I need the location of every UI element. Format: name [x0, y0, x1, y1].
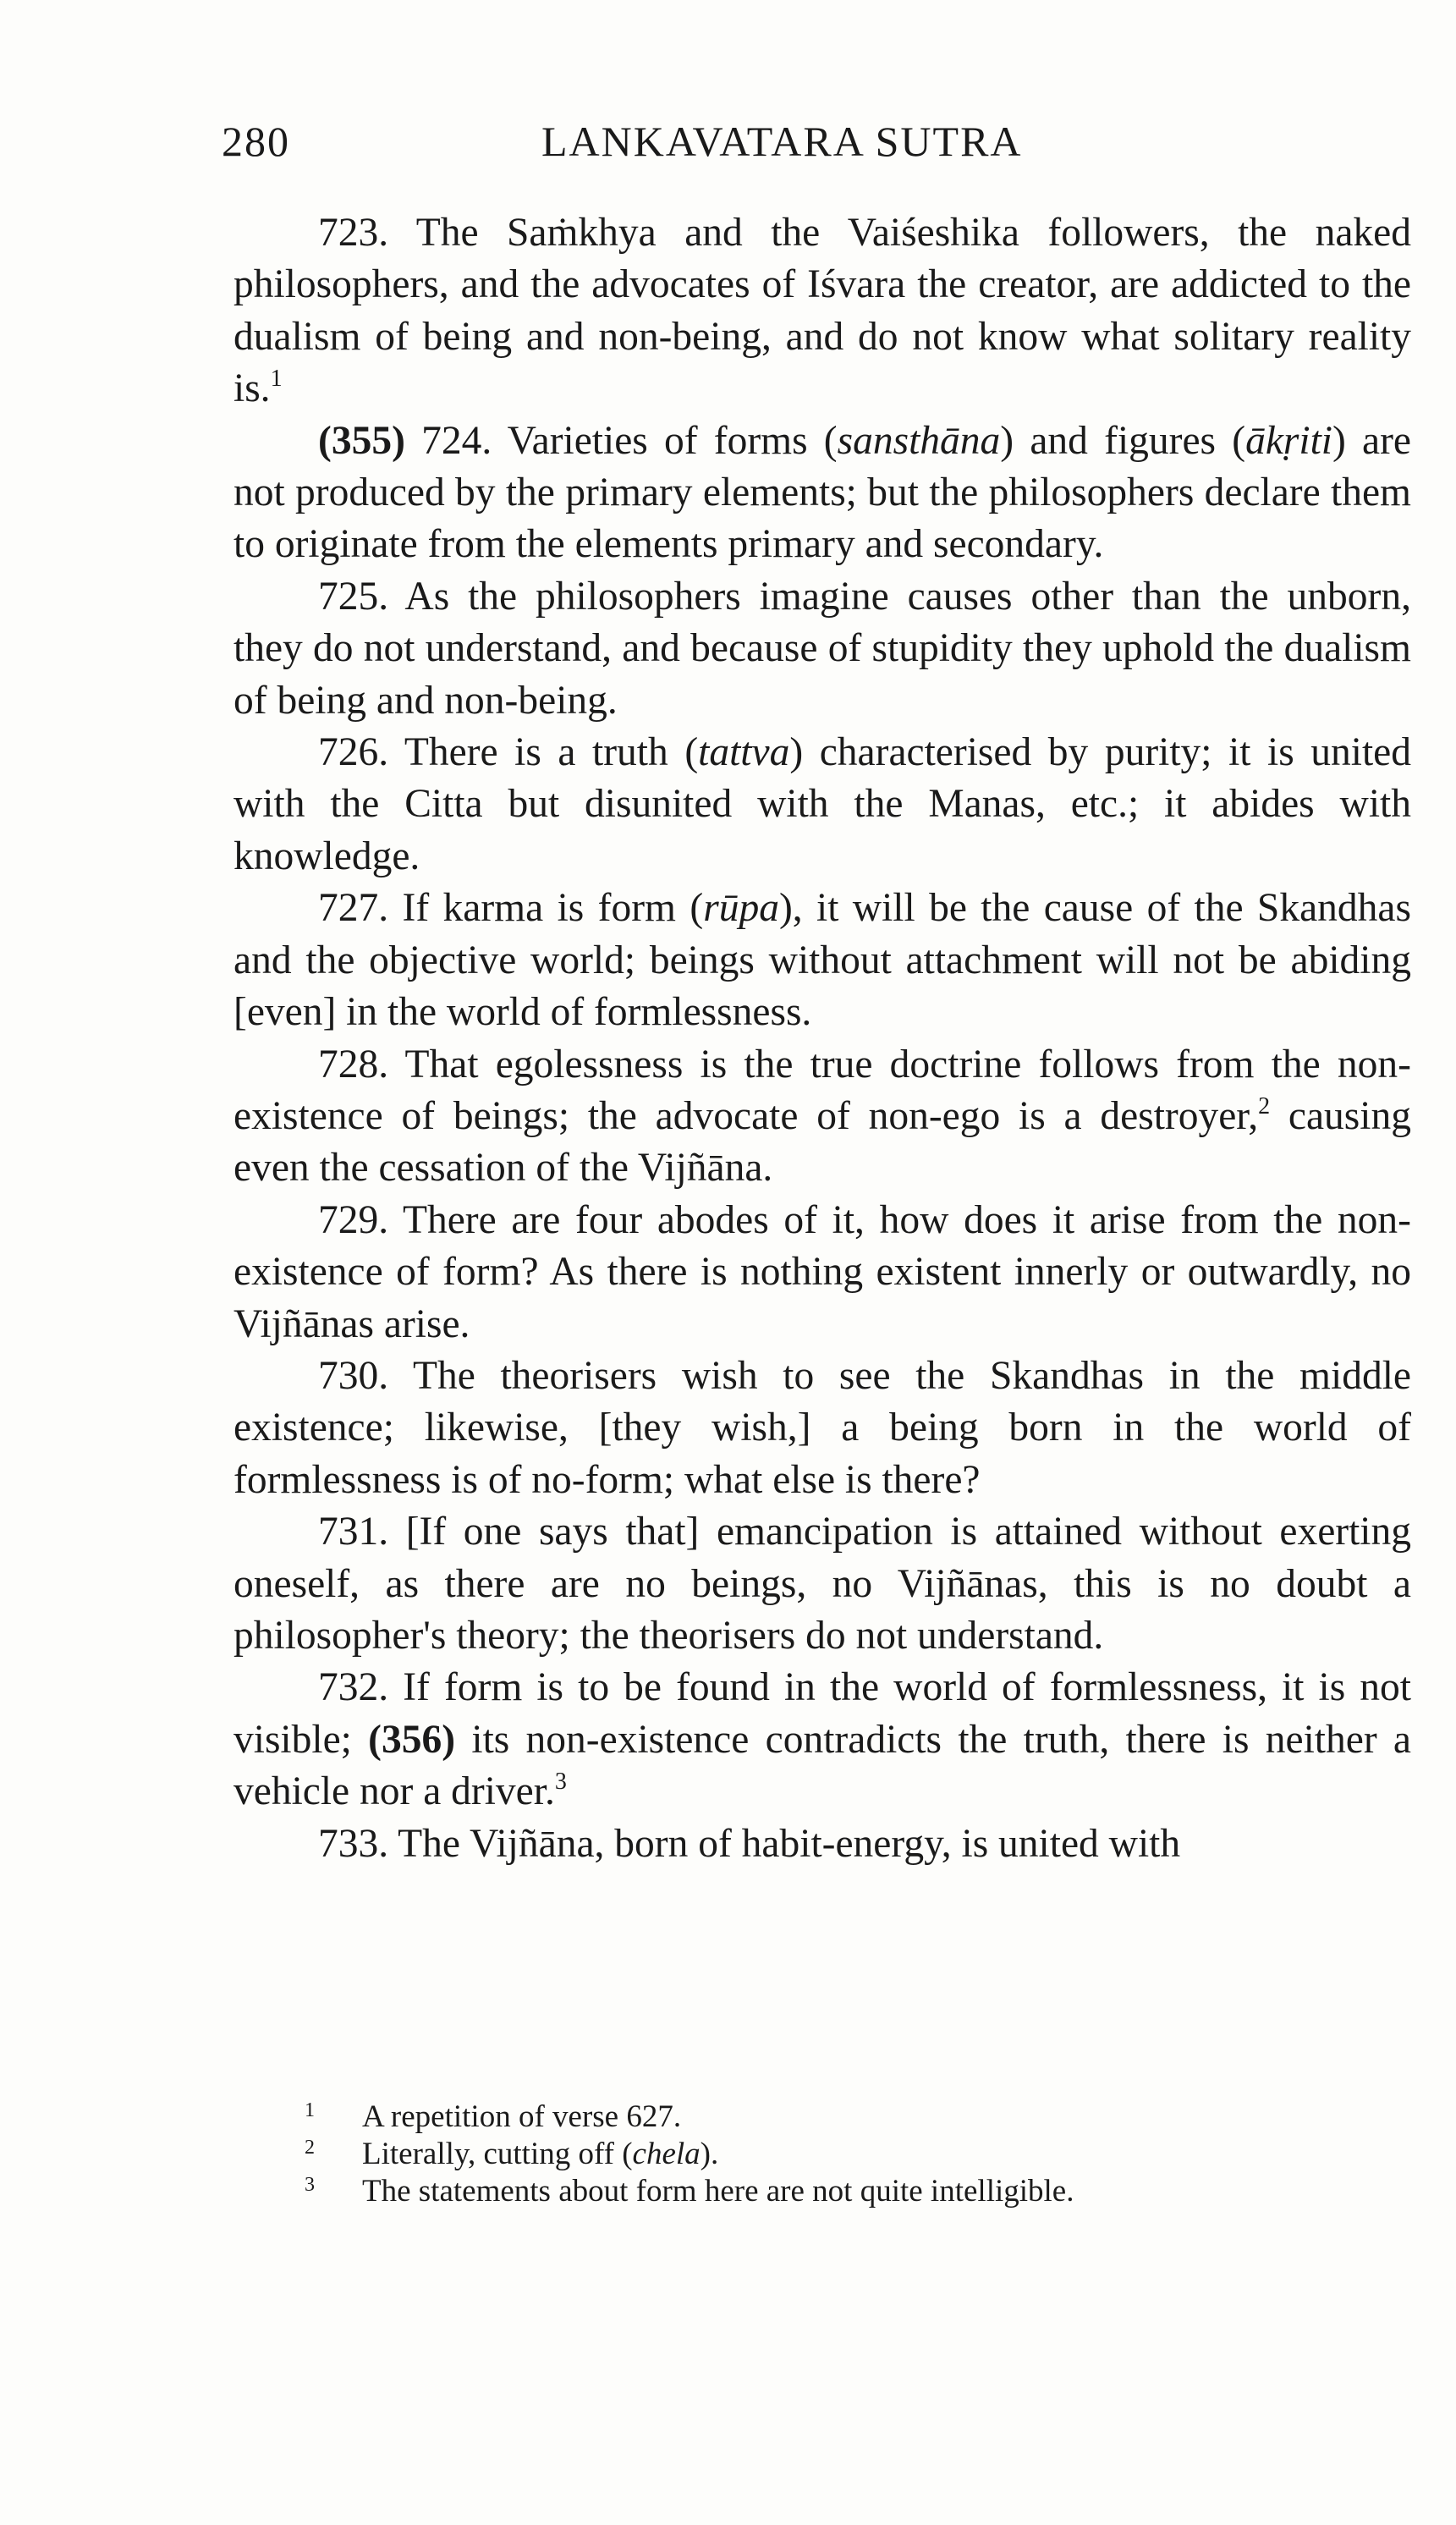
page-number: 280 — [222, 118, 290, 165]
verse-number: 725. — [318, 574, 389, 619]
footnote-mark: 3 — [305, 2174, 315, 2196]
verse-728 — [234, 1039, 1411, 1195]
sanskrit-term: tattva — [698, 730, 790, 775]
verse-text: ), it will be the cause of the Skandhas and the objective world; beings without attachment will not be abiding [even] in the world of formlessness. — [234, 886, 1412, 1035]
verse-text: causing even the cessation of the Vijñāna. — [234, 1093, 1411, 1191]
running-title: LANKAVATARA SUTRA — [541, 118, 1023, 165]
verse-number: 724. — [421, 418, 492, 463]
verse-number: 729. — [318, 1197, 389, 1242]
verse-text: its non-existence contradicts the truth, there is neither a vehicle nor a driver. — [234, 1717, 1412, 1814]
footnote-ref: 1 — [270, 366, 283, 393]
verse-text: If form is to be found in the world of formlessness, it is not visible; — [234, 1665, 1411, 1762]
verse-number: 728. — [318, 1042, 389, 1086]
verse-725 — [234, 571, 1411, 727]
verse-text: The Vijñāna, born of habit-energy, is united with — [398, 1821, 1181, 1866]
verse-731 — [234, 1506, 1411, 1662]
verse-732 — [234, 1662, 1411, 1818]
sanskrit-term: sansthāna — [837, 418, 1001, 463]
footnote-ref: 2 — [1258, 1092, 1271, 1119]
verse-text: The Saṁkhya and the Vaiśeshika followers, the naked philosophers, and the advocates of Iśvara the creator, are addicted to the dualism of being and non-being, and do not know what solitary reality is. — [234, 211, 1411, 411]
footnote-2 — [293, 2136, 1409, 2173]
verse-text: ) and figures ( — [1000, 418, 1246, 463]
verse-724 — [234, 415, 1411, 571]
verse-text: ) are not produced by the primary elements; but the philosophers declare them to originate from the elements primary and secondary. — [234, 418, 1411, 567]
footnote-mark: 1 — [305, 2099, 315, 2121]
sanskrit-term: rūpa — [703, 886, 779, 931]
verse-text: That egolessness is the true doctrine follows from the non-existence of beings; the advocate of non-ego is a destroyer, — [234, 1042, 1411, 1138]
footnote-text: A repetition of verse 627. — [362, 2099, 682, 2134]
verse-text: As the philosophers imagine causes other than the unborn, they do not understand, and because of stupidity they uphold the dualism of being and non-being. — [234, 574, 1411, 723]
verse-text: There are four abodes of it, how does it arise from the non-existence of form? As there is nothing existent innerly or outwardly, no Vijñānas arise. — [234, 1197, 1411, 1346]
footnotes — [293, 2099, 1409, 2210]
footnote-text: The statements about form here are not quite intelligible. — [362, 2174, 1074, 2209]
footnote-mark: 2 — [305, 2137, 315, 2159]
footnote-1 — [293, 2099, 1409, 2136]
verse-number: 726. — [318, 730, 389, 775]
verse-733 — [234, 1818, 1411, 1870]
verse-726 — [234, 727, 1411, 883]
verse-text: ) characterised by purity; it is united with the Citta but disunited with the Manas, etc.; it abides with knowledge. — [234, 730, 1411, 878]
footnote-text: ). — [700, 2137, 719, 2171]
verse-text: [If one says that] emancipation is attained without exerting oneself, as there are no beings, no Vijñānas, this is no doubt a philosopher's theory; the theorisers do not understand. — [234, 1510, 1412, 1658]
verse-723 — [234, 207, 1411, 415]
verse-729 — [234, 1195, 1411, 1351]
verse-text: Varieties of forms ( — [507, 418, 838, 463]
verse-text: The theorisers wish to see the Skandhas in the middle existence; likewise, [they wish,] a being born in the world of formlessness is of no-form; what else is there? — [234, 1353, 1411, 1502]
footnote-3 — [293, 2173, 1409, 2210]
footnote-text: Literally, cutting off ( — [362, 2137, 633, 2171]
verse-number: 730. — [318, 1353, 389, 1398]
sanskrit-term: chela — [632, 2137, 701, 2171]
verse-number: 732. — [318, 1665, 389, 1710]
page-marker: (355) — [318, 418, 405, 463]
verse-number: 731. — [318, 1510, 389, 1554]
verse-730 — [234, 1351, 1411, 1506]
running-header — [222, 117, 1409, 176]
sanskrit-term: ākṛiti — [1245, 418, 1332, 463]
verse-727 — [234, 883, 1411, 1038]
verse-text: There is a truth ( — [404, 730, 699, 775]
page-marker: (356) — [368, 1717, 456, 1762]
verse-number: 723. — [318, 211, 389, 255]
main-text — [234, 207, 1411, 1870]
verse-number: 733. — [318, 1821, 389, 1866]
footnote-ref: 3 — [554, 1769, 567, 1796]
verse-text: If karma is form ( — [402, 886, 704, 931]
verse-number: 727. — [318, 886, 389, 931]
